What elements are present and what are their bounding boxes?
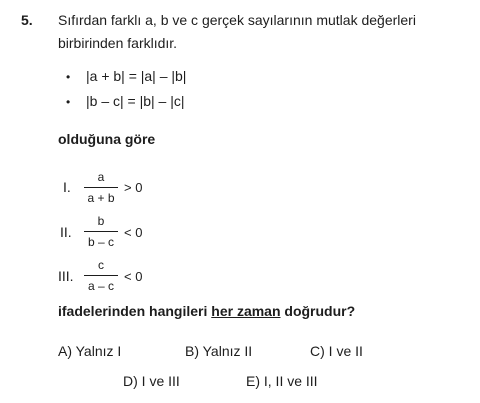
fraction-bar <box>84 187 118 188</box>
option-c[interactable]: C) I ve II <box>310 343 363 359</box>
bullet-2-text: |b – c| = |b| – |c| <box>86 93 185 109</box>
statement-3-roman: III. <box>58 268 74 284</box>
statement-3-fraction <box>84 258 118 293</box>
statement-2-fraction <box>84 214 118 249</box>
option-b[interactable]: B) Yalnız II <box>185 343 253 359</box>
question-stem-line-1: Sıfırdan farklı a, b ve c gerçek sayılarının mutlak değerleri <box>58 12 416 28</box>
statement-2-relation: < 0 <box>124 225 143 240</box>
statement-2-roman: II. <box>60 224 72 240</box>
bullet-2 <box>66 93 70 109</box>
statement-2-denominator: b – c <box>87 235 114 249</box>
question-stem-line-2: birbirinden farklıdır. <box>58 35 178 51</box>
prompt-before: ifadelerinden hangileri <box>58 303 212 319</box>
statement-1-denominator: a + b <box>87 191 115 205</box>
statement-1-roman: I. <box>63 179 71 195</box>
bullet-1-text: |a + b| = |a| – |b| <box>86 68 187 84</box>
statement-3-relation: < 0 <box>124 269 143 284</box>
bullet-1 <box>66 68 70 84</box>
statement-1-relation: > 0 <box>124 180 143 195</box>
statement-3-denominator: a – c <box>87 279 114 293</box>
prompt-after: doğrudur? <box>280 303 356 319</box>
statement-3-numerator: c <box>98 258 104 272</box>
bullet-1-dot: • <box>66 70 71 84</box>
option-e[interactable]: E) I, II ve III <box>246 373 318 389</box>
statement-1-numerator: a <box>97 170 105 184</box>
question-number: 5. <box>21 12 33 28</box>
statement-2-numerator: b <box>97 214 105 228</box>
bullet-2-dot: • <box>66 95 71 109</box>
question-prompt <box>58 303 355 319</box>
fraction-bar <box>84 231 118 232</box>
fraction-bar <box>84 275 118 276</box>
option-a[interactable]: A) Yalnız I <box>58 343 122 359</box>
prompt-underlined: her zaman <box>211 303 281 319</box>
statement-1-fraction <box>84 170 118 205</box>
option-d[interactable]: D) I ve III <box>123 373 180 389</box>
condition-text: olduğuna göre <box>58 131 156 147</box>
